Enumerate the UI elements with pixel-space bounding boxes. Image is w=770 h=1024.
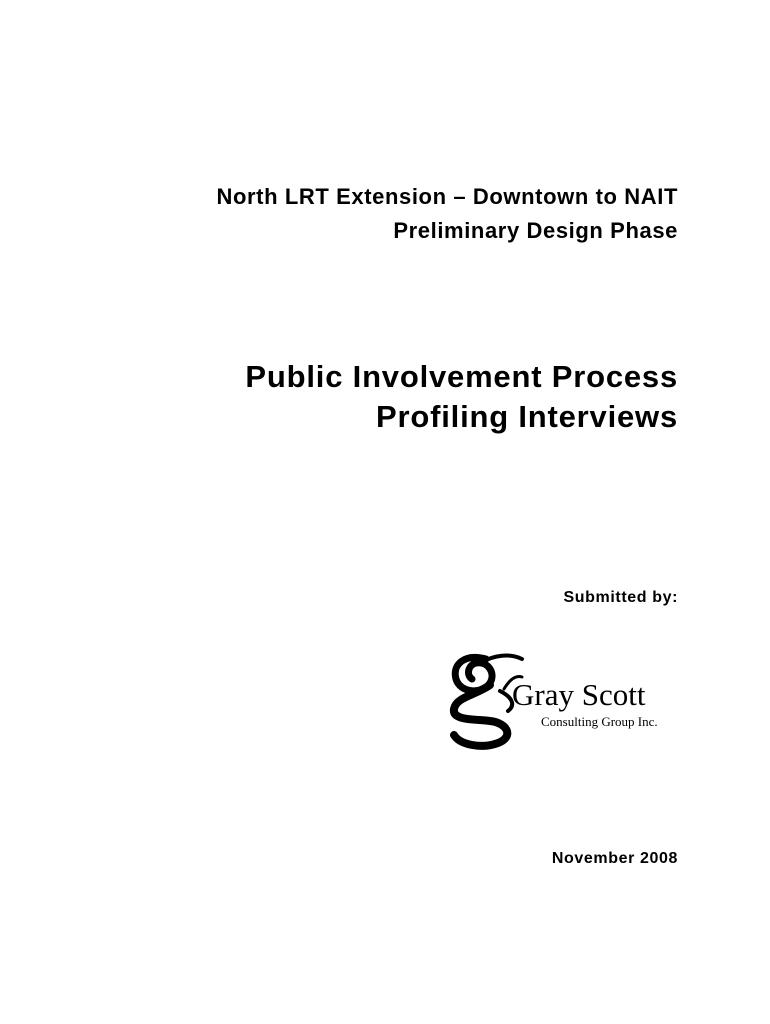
project-header — [216, 180, 678, 248]
document-date: November 2008 — [551, 850, 678, 867]
company-subtitle: Consulting Group Inc. — [541, 714, 658, 729]
document-title-line-1: Public Involvement Process — [245, 359, 678, 394]
company-name: Gray Scott — [512, 677, 646, 712]
document-title — [245, 357, 678, 437]
document-title-line-2: Profiling Interviews — [376, 399, 678, 434]
submitted-by-label: Submitted by: — [563, 589, 678, 606]
project-phase-line: Preliminary Design Phase — [393, 218, 678, 243]
project-title-line: North LRT Extension – Downtown to NAIT — [216, 184, 678, 209]
company-logo — [446, 651, 696, 751]
